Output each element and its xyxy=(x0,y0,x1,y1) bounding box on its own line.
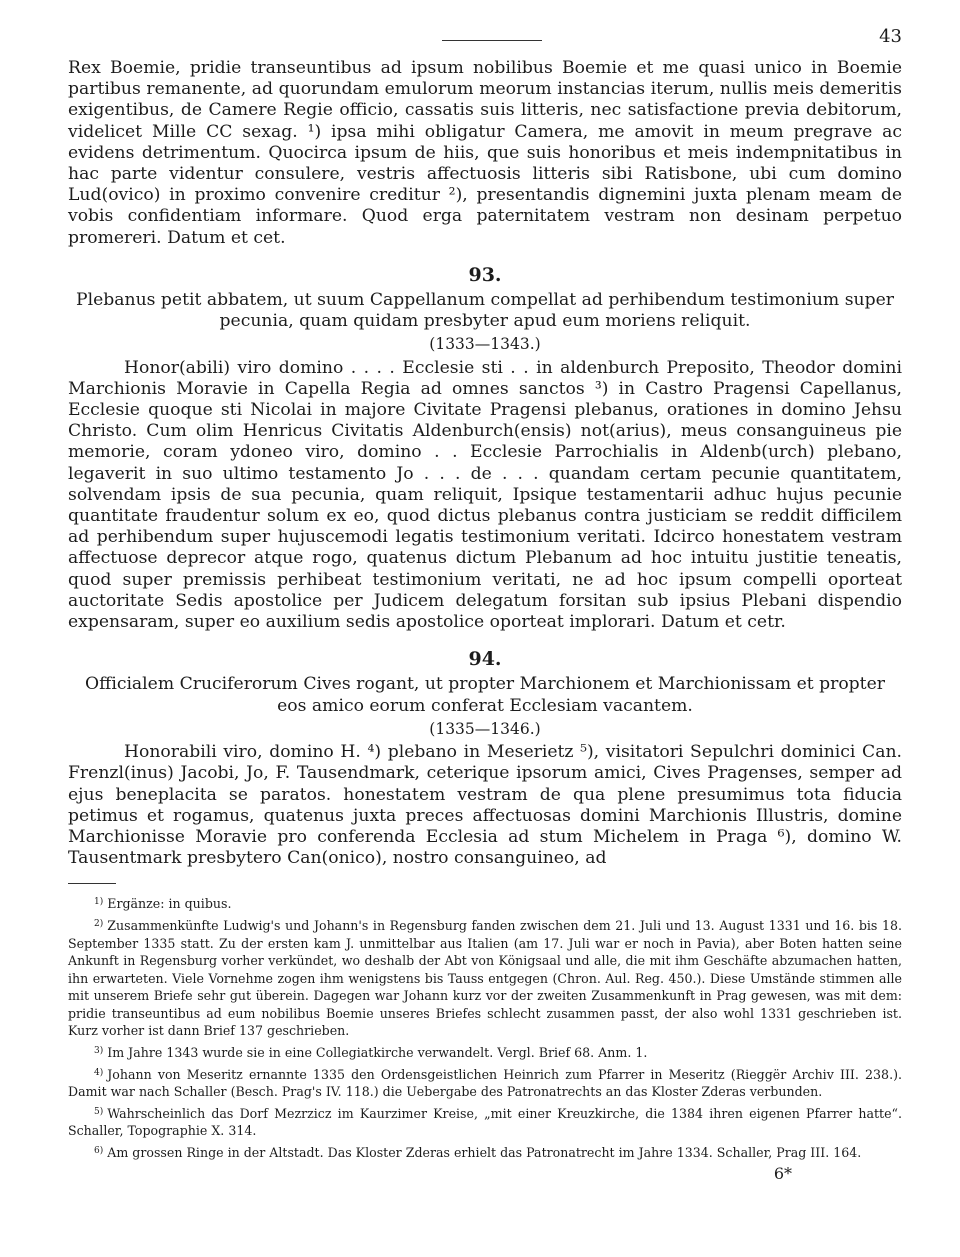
footnote-5 xyxy=(68,1104,902,1140)
footnote-text: Wahrscheinlich das Dorf Mezrzicz im Kaurzimer Kreise, „mit einer Kreuzkirche, die 1384 ihren eigenen Pfarrer hatte“. Schaller, Topographie X. 314. xyxy=(68,1105,902,1139)
footnote-mark: 4) xyxy=(94,1067,104,1078)
letter-93-number: 93. xyxy=(468,263,502,286)
footnote-mark: 3) xyxy=(94,1046,104,1057)
footnote-mark: 5) xyxy=(94,1106,104,1117)
footnote-2 xyxy=(68,916,902,1040)
footnote-text: Am grossen Ringe in der Altstadt. Das Kloster Zderas erhielt das Patronatrecht im Jahre 1334. Schaller, Prag III. 164. xyxy=(107,1145,862,1161)
footnote-3 xyxy=(68,1043,902,1062)
main-text xyxy=(68,58,902,1185)
footnote-mark: 6) xyxy=(94,1146,104,1157)
footnote-mark: 2) xyxy=(94,918,104,929)
opening-paragraph: Rex Boemie, pridie transeuntibus ad ipsum nobilibus Boemie et me quasi unico in Boemie partibus remanente, ad quorundam emulorum meorum instancias iterum, nullis meis demeritis exigentibus, de Camere Regie officio, cassatis suis litteris, nec satisfactione previa debitorum, videlicet Mille CC sexag. ¹) ipsa mihi obligatur Camera, me amovit in meum pregrave ac evidens detrimentum. Quocirca ipsum de hiis, que suis honoribus et meis indempnitatibus in hac parte videntur consulere, vestris affectuosis litteris sibi Ratisbone, ubi cum domino Lud(ovico) in proximo convenire creditur ²), presentandis dignemini juxta plenam meam de vobis confidentiam informare. Quod erga paternitatem vestram non desinam perpetuo promereri. Datum et cet. xyxy=(68,58,902,248)
letter-94-summary: Officialem Cruciferorum Cives rogant, ut propter Marchionem et Marchionissam et propter eos amico eorum conferat Ecclesiam vacantem. xyxy=(85,674,885,716)
footnote-text: Im Jahre 1343 wurde sie in eine Collegiatkirche verwandelt. Vergl. Brief 68. Anm. 1. xyxy=(107,1045,648,1061)
page-number: 43 xyxy=(879,26,902,47)
header-rule xyxy=(442,40,542,41)
letter-93-text: Honor(abili) viro domino . . . . Ecclesie sti . . in aldenburch Preposito, Theodor domini Marchionis Moravie in Capella Regia ad omnes sanctos ³) in Castro Pragensi Capellanus, Ecclesie quoque sti Nicolai in majore Civitate Pragensi plebanus, orationes in domino Jehsu Christo. Cum olim Henricus Civitatis Aldenburch(ensis) not(arius), meus consanguineus pie memorie, coram ydoneo viro, domino . . Ecclesie Parrochialis in Aldenb(urch) plebano, legaverit in suo ultimo testamento Jo . . . de . . . quandam certam pecunie quantitatem, solvendam ipsis de sua pecunia, quam reliquit, Ipsique testamentarii adhuc hujus pecunie quantitate fraudentur solum ex eo, quod dictus plebanus contra justiciam se reddit difficilem ad perhibendum super hujuscemodi legatis testimonium veritati. Idcirco honestatem vestram affectuose deprecor atque rogo, quatenus dictum Plebanum ad hoc intuitu justitie teneatis, quod super premissis perhibeat testimonium veritati, ne ad hoc ipsum compelli oporteat auctoritate Sedis apostolice per Judicem delegatum forsitan sub ipsius Plebani dispendio expensaram, super eo auxilium sedis apostolice oporteat implorari. Datum et cetr. xyxy=(68,357,902,633)
footnote-text: Ergänze: in quibus. xyxy=(107,896,232,912)
footnote-4 xyxy=(68,1065,902,1101)
footnote-1 xyxy=(68,894,902,913)
footnote-text: Johann von Meseritz ernannte 1335 den Ordensgeistlichen Heinrich zum Pfarrer in Meseritz (Rieggër Archiv III. 238.). Damit war nach Schaller (Besch. Prag's IV. 118.) die Uebergabe des Patronatrechts an das Kloster Zderas verbunden. xyxy=(68,1066,902,1100)
footnote-6 xyxy=(68,1143,902,1162)
letter-94-number: 94. xyxy=(468,648,502,671)
footnotes xyxy=(68,894,902,1182)
letter-93-summary: Plebanus petit abbatem, ut suum Cappellanum compellat ad perhibendum testimonium super pecunia, quam quidam presbyter apud eum moriens reliquit. xyxy=(76,290,894,332)
letter-94-dates: (1335—1346.) xyxy=(429,719,541,738)
signature-mark: 6* xyxy=(773,1163,792,1183)
footnote-mark: 1) xyxy=(94,897,104,908)
footnote-text: Zusammenkünfte Ludwig's und Johann's in Regensburg fanden zwischen dem 21. Juli und 13. August 1331 und 16. bis 18. September 1335 statt. Zu der ersten kam J. unmittelbar aus Italien (am 17. Juli war er noch in Pavia), aber Boten hatten seine Ankunft in Regensburg vorher verkündet, wo deshalb der Abt von Königsaal und alle, die mit ihm Geschäfte abzumachen hatten, ihn erwarteten. Viele Vornehme zogen ihm wenigstens bis Tauss entgegen (Chron. Aul. Reg. 450.). Diese Umstände stimmen alle mit unserem Briefe sehr gut überein. Dagegen war Johann kurz vor der zweiten Zusammenkunft in Prag gewesen, was mit dem: pridie transeuntibus ad eum nobilibus Boemie unseres Briefes schlecht zusammen passt, der also wohl 1331 geschrieben ist. Kurz vorher ist dann Brief 137 geschrieben. xyxy=(68,917,902,1039)
footnote-rule xyxy=(68,883,116,884)
letter-93-dates: (1333—1343.) xyxy=(429,335,541,354)
letter-94-text: Honorabili viro, domino H. ⁴) plebano in Meserietz ⁵), visitatori Sepulchri dominici Can. Frenzl(inus) Jacobi, Jo, F. Tausendmark, ceterique ipsorum amici, Cives Pragenses, semper ad ejus beneplacita se paratos. honestatem vestram de qua plene presumimus tota fiducia petimus et rogamus, quatenus juxta preces affectuosas domini Marchionis Illustris, domine Marchionisse Moravie pro conferenda Ecclesia ad stum Michelem in Praga ⁶), domino W. Tausentmark presbytero Can(onico), nostro consanguineo, ad xyxy=(68,742,902,869)
